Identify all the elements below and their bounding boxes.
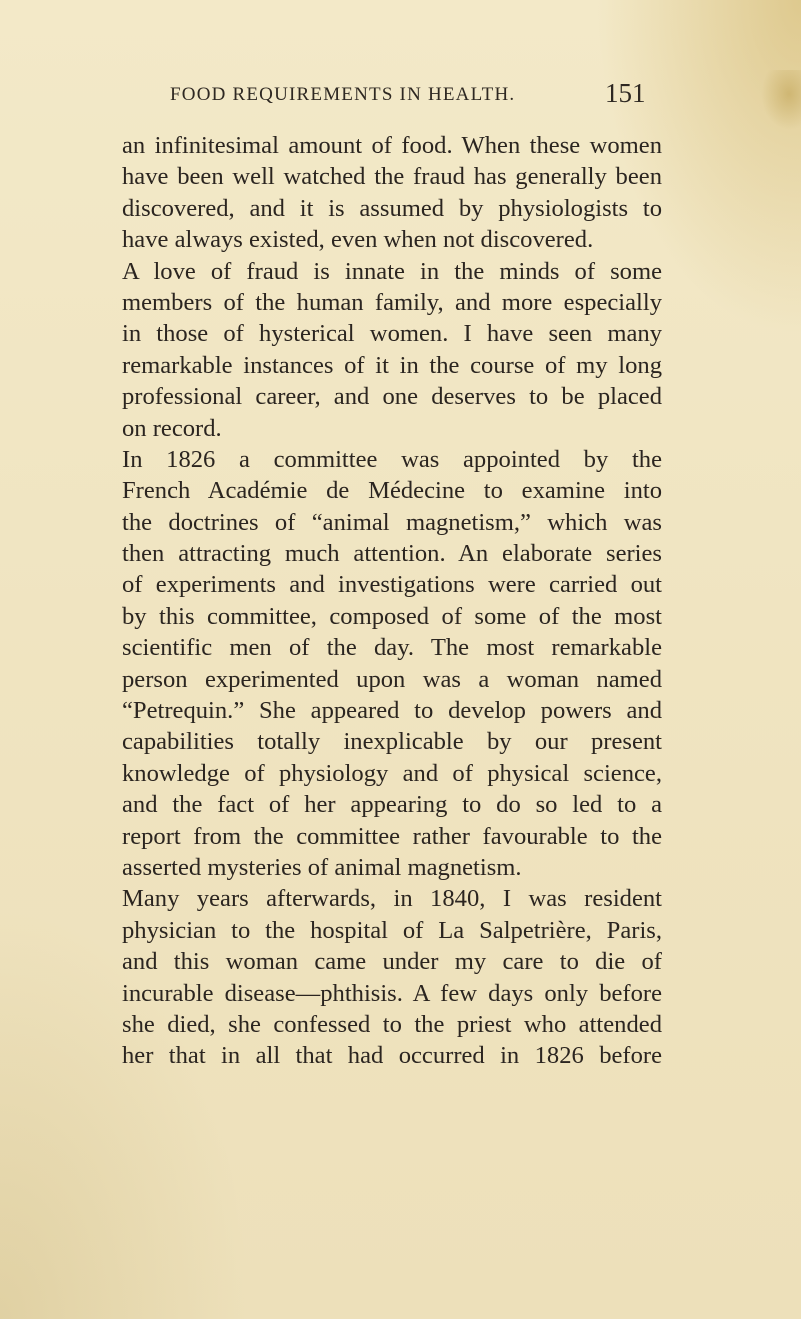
text-line: have always existed, even when not discovered. [122, 226, 594, 254]
text-line: have been well watched the fraud has generally been [122, 163, 662, 191]
text-line: and this woman came under my care to die of [122, 948, 662, 976]
text-line: capabilities totally inexplicable by our present [122, 728, 662, 756]
text-line: remarkable instances of it in the course of my long [122, 351, 662, 379]
text-line: knowledge of physiology and of physical science, [122, 759, 662, 787]
text-line: then attracting much attention. An elaborate series [122, 540, 662, 568]
text-line: French Académie de Médecine to examine into [122, 477, 662, 505]
text-line: professional career, and one deserves to be placed [122, 383, 662, 411]
text-line: and the fact of her appearing to do so led to a [122, 791, 662, 819]
body-text [122, 130, 662, 1072]
running-head: FOOD REQUIREMENTS IN HEALTH. [170, 84, 516, 105]
text-line: scientific men of the day. The most remarkable [122, 634, 662, 662]
text-line: members of the human family, and more especially [122, 288, 662, 316]
text-line: incurable disease—phthisis. A few days only before [122, 979, 662, 1007]
text-line: discovered, and it is assumed by physiologists to [122, 194, 662, 222]
text-line: in those of hysterical women. I have seen many [122, 320, 662, 348]
text-line: her that in all that had occurred in 1826 before [122, 1042, 662, 1070]
text-line: In 1826 a committee was appointed by the [122, 445, 662, 473]
text-line: an infinitesimal amount of food. When these women [122, 132, 662, 159]
page-number: 151 [605, 78, 646, 108]
text-line: A love of fraud is innate in the minds of some [122, 257, 662, 285]
page-header [0, 78, 801, 112]
text-line: she died, she confessed to the priest who attended [122, 1010, 662, 1038]
text-line: asserted mysteries of animal magnetism. [122, 853, 522, 881]
text-line: physician to the hospital of La Salpetrière, Paris, [122, 916, 662, 944]
text-line: person experimented upon was a woman named [122, 665, 662, 693]
text-line: Many years afterwards, in 1840, I was resident [122, 885, 662, 913]
text-line: report from the committee rather favourable to the [122, 822, 662, 850]
text-line: “Petrequin.” She appeared to develop powers and [122, 697, 662, 725]
text-line: the doctrines of “animal magnetism,” which was [122, 508, 662, 536]
text-line: of experiments and investigations were carried out [122, 571, 662, 599]
text-line: on record. [122, 414, 222, 442]
text-line: by this committee, composed of some of the most [122, 602, 662, 630]
